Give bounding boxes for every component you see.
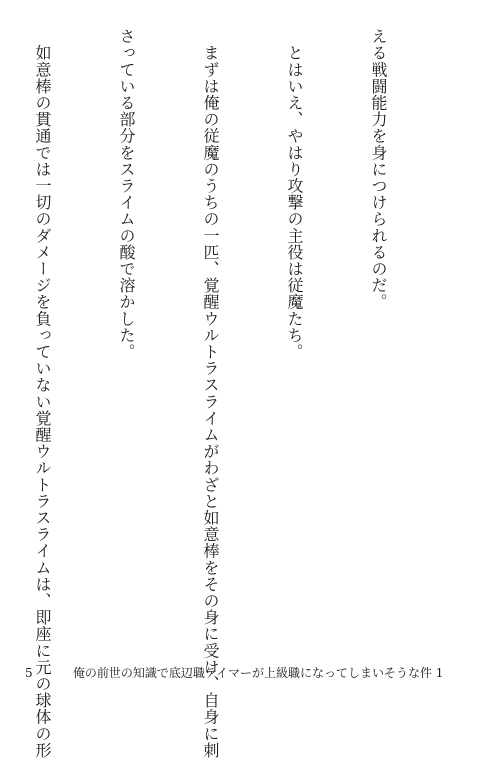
text-line: とはいえ、やはり攻撃の主役は従魔たち。 <box>285 28 304 360</box>
text-line: 如意棒の貫通では一切のダメージを負っていない覚醒ウルトラスライムは、即座に元の球体の形 <box>33 28 52 758</box>
running-title: 俺の前世の知識で底辺職テイマーが上級職になってしまいそうな件 1 <box>72 666 444 680</box>
page-footer <box>25 664 443 681</box>
text-line: まずは俺の従魔のうちの一匹、覚醒ウルトラスライムがわざと如意棒をその身に受け、自身に刺 <box>201 28 220 758</box>
text-line: さっている部分をスライムの酸で溶かした。 <box>117 28 136 360</box>
page-number: 5 <box>25 666 33 680</box>
text-line: える戦闘能力を身につけられるのだ。 <box>369 28 388 311</box>
